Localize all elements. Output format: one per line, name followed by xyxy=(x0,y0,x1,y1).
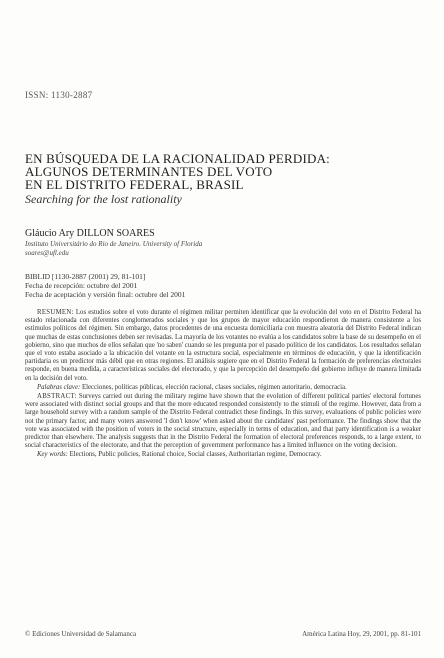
keywords-spanish-label: Palabras clave: xyxy=(37,383,81,391)
author-email: soares@ufl.edu xyxy=(25,249,69,257)
article-title-line-1: EN BÚSQUEDA DE LA RACIONALIDAD PERDIDA: xyxy=(25,151,330,166)
footer-publisher: © Ediciones Universidad de Salamanca xyxy=(25,630,137,638)
keywords-english xyxy=(25,451,421,459)
article-title-line-2: ALGUNOS DETERMINANTES DEL VOTO xyxy=(25,164,273,179)
received-date: Fecha de recepción: octubre del 2001 xyxy=(25,281,138,290)
author-name: Gláucio Ary DILLON SOARES xyxy=(25,228,155,239)
article-title-block xyxy=(25,152,425,206)
abstract-english-text: Surveys carried out during the military regime have shown that the evolution of different political parties' electoral fortunes were associated with distinct social groups and that the more educated responded consistently to the stimuli of the regime. However, data from a large household survey with a random sample of the Distrito Federal contradict these findings. In this survey, evaluations of public policies were not the primary factor, and many voters answered 'I don't know' when asked about the candidates' past performance. The findings show that the vote was associated with the position of voters in the social structure, especially in terms of education, and that party identification is a weaker predictor than elsewhere. The analysis suggests that in the Distrito Federal the formation of electoral preferences responds, to a large extent, to social characteristics of the electorate, and that the perception of government performance has a limited influence on the voting decision. xyxy=(25,393,421,450)
accepted-date: Fecha de aceptación y versión final: octubre del 2001 xyxy=(25,290,186,299)
article-subtitle-english: Searching for the lost rationality xyxy=(25,192,182,206)
footer-journal-citation: América Latina Hoy, 29, 2001, pp. 81-101 xyxy=(302,630,421,638)
issn-label: ISSN: 1130-2887 xyxy=(25,90,93,100)
author-affiliation: Instituto Universitário do Rio de Janeiro. University of Florida xyxy=(25,240,203,248)
keywords-spanish-text: Elecciones, políticas públicas, elección racional, clases sociales, régimen autoritario, democracia. xyxy=(81,383,347,391)
abstract-spanish xyxy=(25,309,421,383)
abstracts-section xyxy=(25,309,421,461)
article-title-line-3: EN EL DISTRITO FEDERAL, BRASIL xyxy=(25,177,244,192)
abstract-english xyxy=(25,393,421,450)
biblid-reference: BIBLID [1130-2887 (2001) 29, 81-101] xyxy=(25,272,146,281)
keywords-english-label: Key words: xyxy=(37,451,68,459)
keywords-spanish xyxy=(25,384,421,392)
author-block xyxy=(25,228,425,258)
abstract-spanish-label: RESUMEN: xyxy=(37,309,74,316)
abstract-english-label: ABSTRACT: xyxy=(37,393,77,401)
bibliographic-info xyxy=(25,272,425,299)
keywords-english-text: Elections, Public policies, Rational choice, Social classes, Authoritarian regime, Democracy. xyxy=(69,451,322,459)
abstract-spanish-text: Los estudios sobre el voto durante el régimen militar permiten identificar que la evolución del voto en el Distrito Federal ha estado relacionada con diferentes conglomerados sociales y que los grupos de mayor educación respondieron de manera consistente a los estímulos políticos del régimen. Sin embargo, datos procedentes de una encuesta domiciliaria con muestra aleatoria del Distrito Federal indican que muchas de estas conclusiones deben ser revisadas. La mayoría de los votantes no evalúa a los candidatos sobre la base de su desempeño en el gobierno, sino que muchos de ellos señalan que 'no saben' cuando se les pregunta por el pasado político de los candidatos. Los resultados señalan que el voto estaba asociado a la ubicación del votante en la estructura social, especialmente en términos de educación, y que la identificación partidaria es un predictor más débil que en otras regiones. El análisis sugiere que en el Distrito Federal la formación de preferencias electorales responde, en buena medida, a características sociales del electorado, y que la percepción del desempeño del gobierno influye de manera limitada en la decisión del voto. xyxy=(25,309,421,382)
